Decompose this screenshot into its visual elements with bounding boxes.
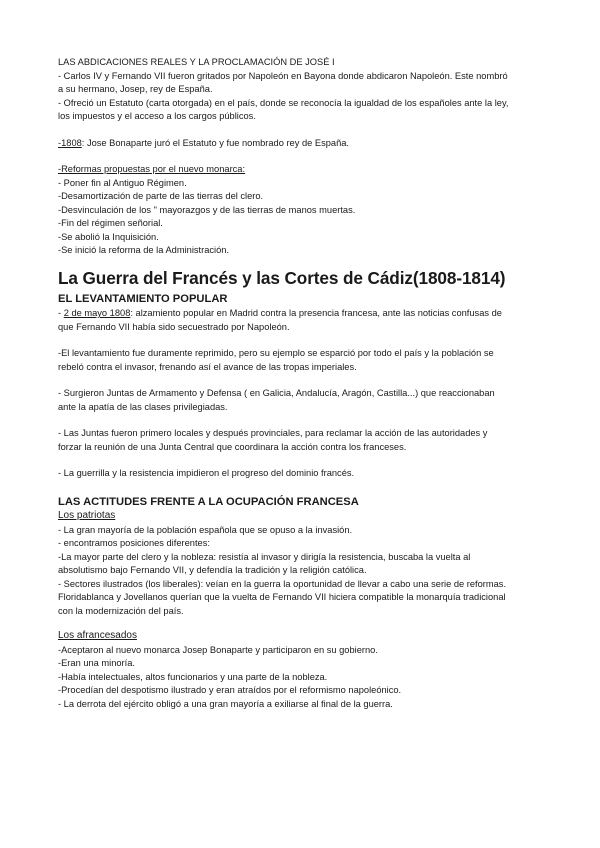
section-subtitle-levantamiento: EL LEVANTAMIENTO POPULAR bbox=[58, 293, 228, 305]
list-item: -Desamortización de parte de las tierras del clero. bbox=[58, 191, 264, 201]
list-item: -Se inició la reforma de la Administración. bbox=[58, 245, 230, 255]
subsection-title-afrancesados: Los afrancesados bbox=[58, 630, 137, 641]
list-item: -Había intelectuales, altos funcionarios y una parte de la nobleza. bbox=[58, 671, 328, 682]
list-item: - encontramos posiciones diferentes: bbox=[58, 538, 210, 548]
list-item: - La derrota del ejército obligó a una gran mayoría a exiliarse al final de la guerra. bbox=[58, 698, 393, 709]
list-item: -Eran una minoría. bbox=[58, 658, 135, 668]
paragraph-line: ante la apatía de las clases privilegiadas. bbox=[58, 401, 228, 412]
main-heading: La Guerra del Francés y las Cortes de Cádiz(1808-1814) bbox=[58, 268, 506, 288]
reforms-title: -Reformas propuestas por el nuevo monarca: bbox=[58, 164, 246, 174]
date-year: 1808 bbox=[61, 138, 82, 148]
list-item: - Poner fin al Antiguo Régimen. bbox=[58, 177, 187, 188]
date-line-2-mayo bbox=[58, 307, 550, 321]
list-item: -Aceptaron al nuevo monarca Josep Bonaparte y participaron en su gobierno. bbox=[58, 644, 378, 655]
list-item: -Se abolió la Inquisición. bbox=[58, 231, 159, 242]
date-line-1808 bbox=[58, 137, 550, 151]
paragraph-line: - Ofreció un Estatuto (carta otorgada) en el país, donde se reconocía la igualdad de los españoles ante la ley, bbox=[58, 97, 509, 108]
section-title-actitudes: LAS ACTITUDES FRENTE A LA OCUPACIÓN FRANCESA bbox=[58, 496, 359, 508]
paragraph-line: rebeló contra el invasor, frenando así el avance de las tropas imperiales. bbox=[58, 361, 357, 372]
list-item: - Sectores ilustrados (los liberales): veían en la guerra la oportunidad de llevar a cabo una serie de reformas. bbox=[58, 578, 507, 589]
date-text: : alzamiento popular en Madrid contra la presencia francesa, ante las noticias confusas de bbox=[130, 308, 502, 318]
date-prefix: - bbox=[58, 138, 62, 148]
list-item: Floridablanca y Jovellanos querían que la vuelta de Fernando VII hiciera compatible la monarquía tradicional bbox=[58, 592, 506, 602]
paragraph-line: a su hermano, Josep, rey de España. bbox=[58, 84, 213, 94]
section-title-abdicaciones: LAS ABDICACIONES REALES Y LA PROCLAMACIÓN DE JOSÉ I bbox=[58, 57, 335, 67]
paragraph-line: -El levantamiento fue duramente reprimido, pero su ejemplo se esparció por todo el país y la población se bbox=[58, 348, 494, 358]
paragraph-line: - Las Juntas fueron primero locales y después provinciales, para reclamar la acción de las autoridades y bbox=[58, 428, 488, 438]
date-prefix: - bbox=[58, 308, 64, 318]
subsection-title-patriotas: Los patriotas bbox=[58, 510, 116, 521]
paragraph-line: que Fernando VII había sido secuestrado por Napoleón. bbox=[58, 321, 290, 332]
date-2-mayo: 2 de mayo 1808 bbox=[63, 308, 131, 318]
list-item: -La mayor parte del clero y la nobleza: resistía al invasor y dirigía la resistencia, buscaba la vuelta al bbox=[58, 551, 471, 562]
paragraph-line: - La guerrilla y la resistencia impidieron el progreso del dominio francés. bbox=[58, 468, 355, 478]
list-item: -Procedían del despotismo ilustrado y eran atraídos por el reformismo napoleónico. bbox=[58, 685, 402, 695]
date-text: : Jose Bonaparte juró el Estatuto y fue nombrado rey de España. bbox=[81, 138, 349, 148]
list-item: -Desvinculación de los " mayorazgos y de las tierras de manos muertas. bbox=[58, 204, 356, 215]
list-item: - La gran mayoría de la población española que se opuso a la invasión. bbox=[58, 524, 353, 535]
list-item: -Fin del régimen señorial. bbox=[58, 218, 163, 228]
paragraph-line: - Carlos IV y Fernando VII fueron gritados por Napoleón en Bayona donde abdicaron Napoleón. Este nombró bbox=[58, 70, 508, 81]
paragraph-line: forzar la reunión de una Junta Central que coordinara la acción contra los franceses. bbox=[58, 441, 407, 452]
paragraph-line: - Surgieron Juntas de Armamento y Defensa ( en Galicia, Andalucía, Aragón, Castilla...) que reaccionaban bbox=[58, 388, 495, 398]
paragraph-line: los impuestos y el acceso a los cargos públicos. bbox=[58, 111, 256, 121]
list-item: absolutismo bajo Fernando VII, y defendía la tradición y la religión católica. bbox=[58, 565, 367, 575]
list-item: con la modernización del país. bbox=[58, 605, 184, 616]
